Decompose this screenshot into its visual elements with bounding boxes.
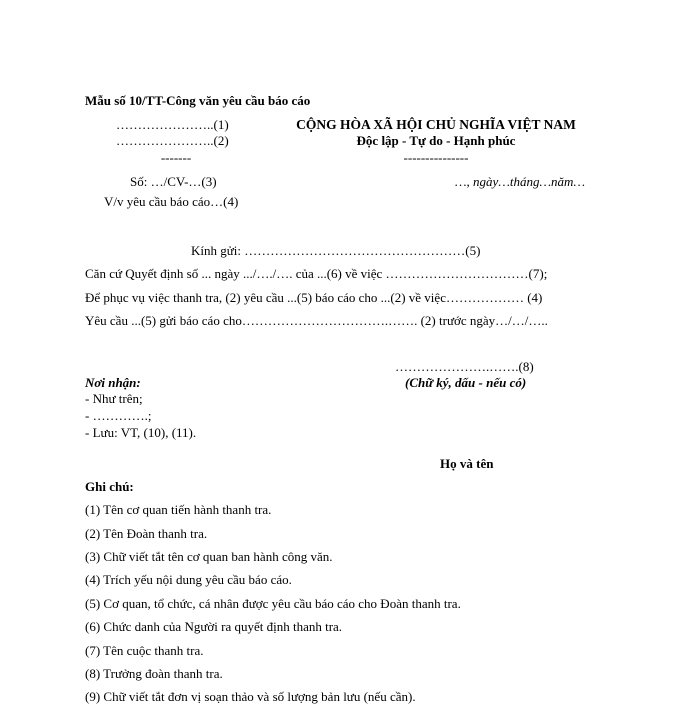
document-subject: V/v yêu cầu báo cáo…(4)	[104, 194, 239, 209]
agency-line-2: …………………..(2)	[116, 133, 229, 148]
note-item: (6) Chức danh của Người ra quyết định thanh tra.	[85, 619, 343, 634]
national-motto: Độc lập - Tự do - Hạnh phúc	[356, 133, 516, 148]
signer-name: Họ và tên	[440, 456, 494, 471]
agency-line-1: …………………..(1)	[116, 117, 229, 132]
national-title: CỘNG HÒA XÃ HỘI CHỦ NGHĨA VIỆT NAM	[296, 117, 576, 132]
note-item: (9) Chữ viết tắt đơn vị soạn thảo và số lượng bản lưu (nếu cần).	[85, 689, 416, 704]
form-title: Mẫu số 10/TT-Công văn yêu cầu báo cáo	[85, 93, 311, 108]
notes-heading: Ghi chú:	[85, 479, 134, 494]
right-separator: ---------------	[403, 150, 469, 165]
document-number: Số: …/CV-…(3)	[130, 174, 217, 189]
note-item: (4) Trích yếu nội dung yêu cầu báo cáo.	[85, 572, 292, 587]
note-item: (7) Tên cuộc thanh tra.	[85, 643, 204, 658]
recipient-line: Kính gửi: ……………………………………………(5)	[191, 243, 481, 258]
paragraph-request: Để phục vụ việc thanh tra, (2) yêu cầu ...(5) báo cáo cho ...(2) về việc……………… (4)	[85, 290, 543, 305]
signature-line: ………………….…….(8)	[395, 359, 534, 374]
signature-note: (Chữ ký, dấu - nếu có)	[405, 375, 527, 390]
recipient-item: - Lưu: VT, (10), (11).	[85, 425, 197, 440]
note-item: (8) Trưởng đoàn thanh tra.	[85, 666, 223, 681]
recipients-heading: Nơi nhận:	[85, 375, 141, 390]
recipient-item: - ………….;	[85, 408, 152, 423]
paragraph-basis: Căn cứ Quyết định số ... ngày .../…./…. của ...(6) về việc ……………………………(7);	[85, 266, 548, 281]
paragraph-deadline: Yêu cầu ...(5) gửi báo cáo cho…………………………….……. (2) trước ngày…/…/…..	[85, 313, 548, 328]
note-item: (2) Tên Đoàn thanh tra.	[85, 526, 208, 541]
note-item: (5) Cơ quan, tổ chức, cá nhân được yêu cầu báo cáo cho Đoàn thanh tra.	[85, 596, 461, 611]
left-separator: -------	[160, 150, 192, 165]
note-item: (1) Tên cơ quan tiến hành thanh tra.	[85, 502, 272, 517]
date-line: …, ngày…tháng…năm…	[455, 174, 586, 189]
recipient-item: - Như trên;	[85, 391, 143, 406]
note-item: (3) Chữ viết tắt tên cơ quan ban hành công văn.	[85, 549, 333, 564]
